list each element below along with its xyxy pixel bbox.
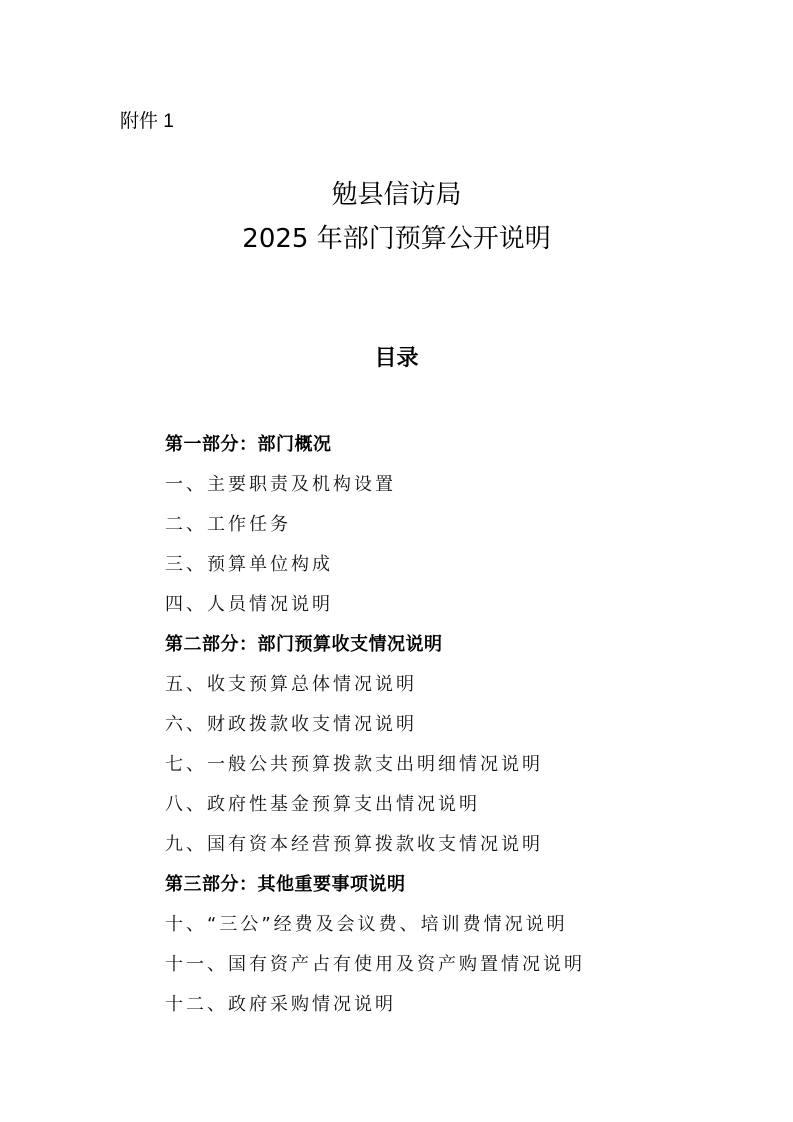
- toc-item-8: 八、政府性基金预算支出情况说明: [165, 794, 480, 815]
- table-of-contents: [165, 425, 765, 1025]
- toc-item-11: 十一、国有资产占有使用及资产购置情况说明: [165, 954, 585, 975]
- toc-part-1: 第一部分：部门概况: [165, 434, 332, 455]
- toc-item-5: 五、收支预算总体情况说明: [165, 674, 417, 695]
- document-title-agency: 勉县信访局: [331, 180, 462, 210]
- toc-item-9: 九、国有资本经营预算拨款收支情况说明: [165, 834, 543, 855]
- attachment-label: 附件 1: [120, 111, 174, 132]
- toc-heading: 目录: [374, 346, 419, 371]
- document-title-subject: 2025 年部门预算公开说明: [242, 224, 551, 254]
- toc-item-6: 六、财政拨款收支情况说明: [165, 714, 417, 735]
- toc-part-3: 第三部分：其他重要事项说明: [165, 874, 406, 895]
- toc-part-2: 第二部分：部门预算收支情况说明: [165, 634, 443, 655]
- toc-item-2: 二、工作任务: [165, 514, 291, 535]
- toc-item-12: 十二、政府采购情况说明: [165, 994, 396, 1015]
- toc-item-4: 四、人员情况说明: [165, 594, 333, 615]
- toc-item-3: 三、预算单位构成: [165, 554, 333, 575]
- toc-item-10: 十、“三公”经费及会议费、培训费情况说明: [165, 914, 568, 935]
- toc-item-7: 七、一般公共预算拨款支出明细情况说明: [165, 754, 543, 775]
- toc-item-1: 一、主要职责及机构设置: [165, 474, 396, 495]
